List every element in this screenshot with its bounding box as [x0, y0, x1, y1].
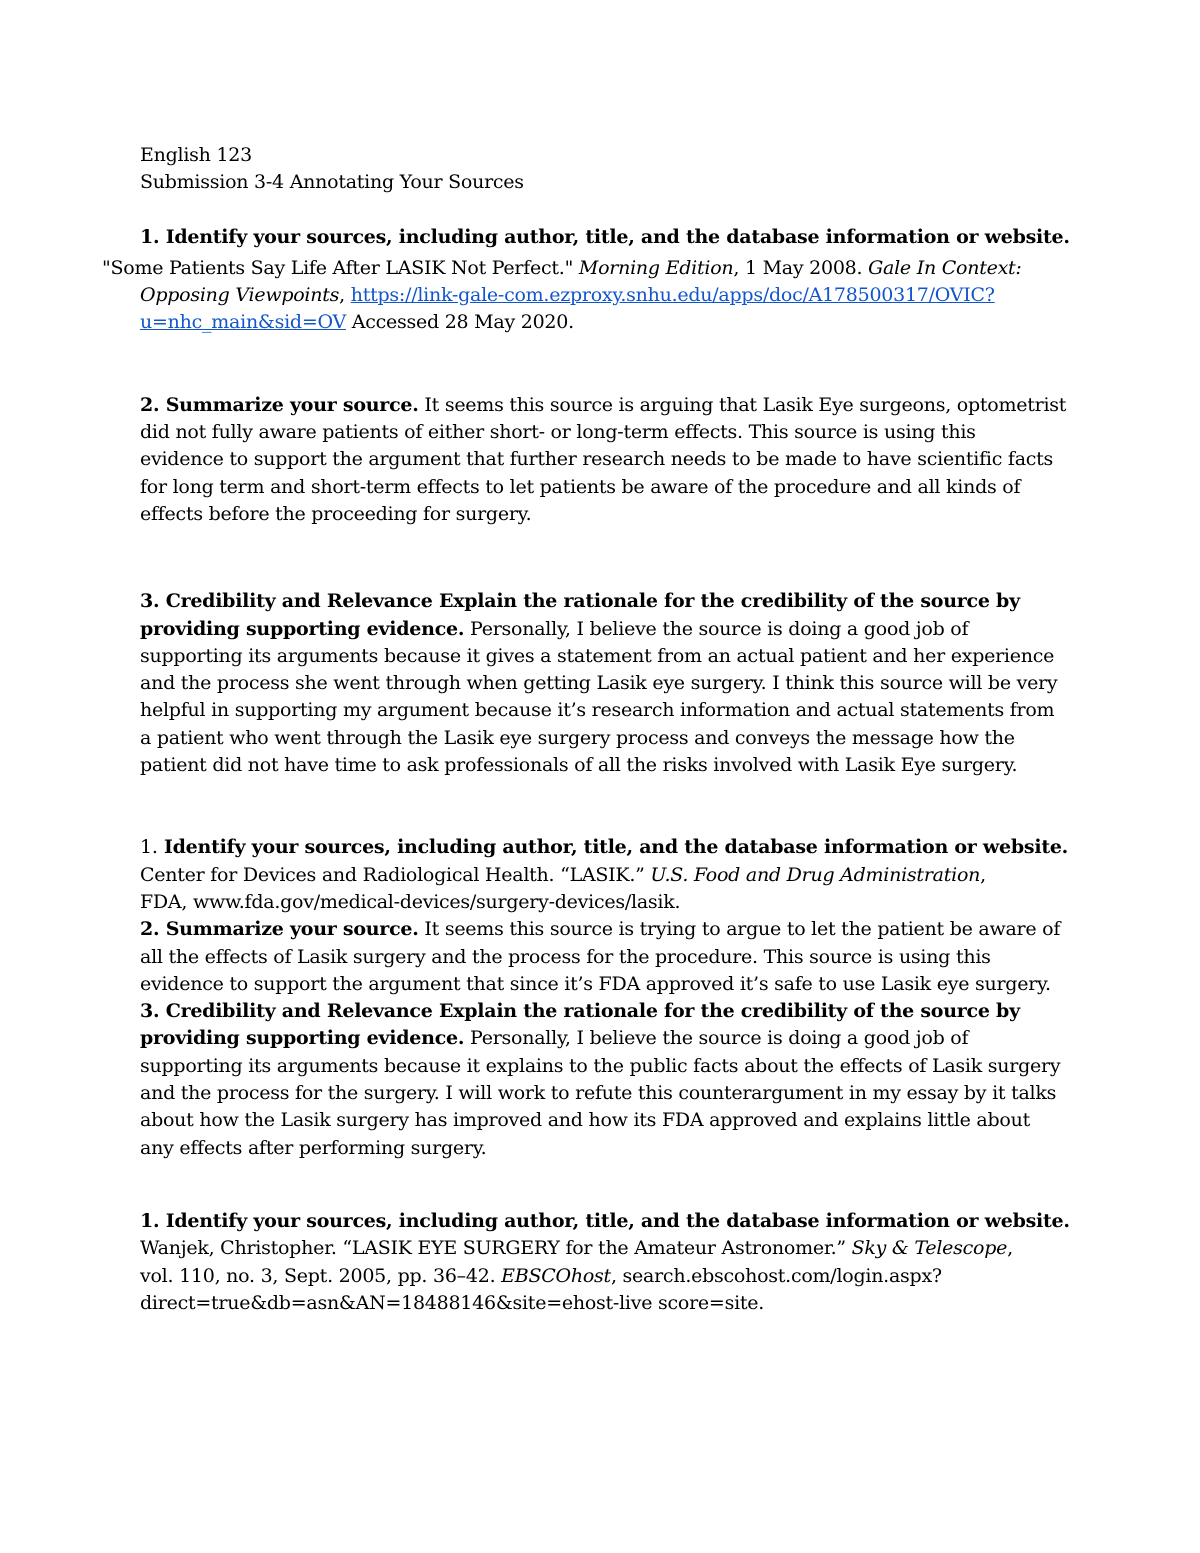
- source2-credibility-line: and the process for the surgery. I will work to refute this counterargument in my essay by it talks: [140, 1082, 1057, 1105]
- source2-credibility-heading-continued: providing supporting evidence.: [140, 1027, 465, 1050]
- source2-citation-author: Center for Devices and Radiological Health. “LASIK.”: [140, 863, 651, 886]
- source1-credibility-line: helpful in supporting my argument because it’s research information and actual statements from: [140, 699, 1055, 722]
- source2-citation: [140, 862, 1070, 889]
- source1-citation-accessed: Accessed 28 May 2020.: [351, 311, 574, 334]
- source2-summary-line: evidence to support the argument that since it’s FDA approved it’s safe to use Lasik eye surgery.: [140, 972, 1051, 995]
- source1-credibility-heading-continued: providing supporting evidence.: [140, 617, 465, 640]
- source3-citation-database: EBSCOhost: [501, 1264, 611, 1287]
- source2-credibility-line: supporting its arguments because it explains to the public facts about the effects of Lasik surgery: [140, 1054, 1061, 1077]
- source3-citation-publication: Sky & Telescope: [851, 1237, 1008, 1260]
- course-name: English 123: [140, 144, 252, 166]
- source2-section: [140, 834, 1070, 1162]
- source1-credibility-line: Personally, I believe the source is doing a good job of: [464, 617, 969, 640]
- source1-citation-date: , 1 May 2008.: [733, 256, 863, 279]
- source1-citation-publication: Morning Edition: [578, 256, 734, 279]
- source1-credibility-line: supporting its arguments because it gives a statement from an actual patient and her experience: [140, 644, 1055, 667]
- source1-summary-line: evidence to support the argument that further research needs to be made to have scientific facts: [140, 448, 1054, 471]
- source2-identify-heading: Identify your sources, including author, title, and the database information or website.: [157, 836, 1069, 859]
- source1-citation: [102, 255, 1070, 337]
- source2-citation-comma: ,: [980, 863, 986, 886]
- source1-citation-title: "Some Patients Say Life After LASIK Not Perfect.": [102, 256, 574, 279]
- assignment-title: Submission 3-4 Annotating Your Sources: [140, 171, 524, 194]
- source1-credibility-line: a patient who went through the Lasik eye surgery process and conveys the message how the: [140, 726, 1015, 749]
- source3-citation-url: , search.ebscohost.com/login.aspx?: [610, 1264, 942, 1287]
- source1-citation-database-part1: Gale In Context:: [868, 256, 1022, 279]
- source2-credibility-line: Personally, I believe the source is doing a good job of: [464, 1027, 969, 1050]
- source1-credibility: [140, 588, 1070, 779]
- source2-summary-line: all the effects of Lasik surgery and the process for the procedure. This source is using this: [140, 945, 991, 968]
- source2-summary-line: It seems this source is trying to argue to let the patient be aware of: [418, 918, 1061, 941]
- source1-citation-comma: ,: [339, 284, 345, 307]
- source1-identify-heading: 1. Identify your sources, including author, title, and the database information or website.: [140, 225, 1070, 248]
- source3-citation-volume: vol. 110, no. 3, Sept. 2005, pp. 36–42.: [140, 1264, 502, 1287]
- source1-credibility-line: patient did not have time to ask professionals of all the risks involved with Lasik Eye surgery.: [140, 754, 1018, 777]
- source3-citation-comma: ,: [1007, 1237, 1013, 1260]
- source2-credibility-heading: 3. Credibility and Relevance Explain the rationale for the credibility of the source by: [140, 1000, 1020, 1023]
- source1-summary-line: for long term and short-term effects to let patients be aware of the procedure and all kinds of: [140, 475, 1021, 498]
- source1-citation-url-link-continued[interactable]: u=nhc_main&sid=OV: [140, 311, 346, 334]
- source2-citation-url: FDA, www.fda.gov/medical-devices/surgery-devices/lasik.: [140, 890, 681, 913]
- source1-summary-line: did not fully aware patients of either short- or long-term effects. This source is using this: [140, 421, 976, 444]
- source2-credibility-line: about how the Lasik surgery has improved and how its FDA approved and explains little about: [140, 1109, 1030, 1132]
- source1-summary: [140, 392, 1070, 528]
- source1-summary-line: effects before the proceeding for surgery.: [140, 502, 532, 525]
- source3-citation: [140, 1235, 1070, 1262]
- source3-identify-heading: 1. Identify your sources, including author, title, and the database information or website.: [140, 1209, 1070, 1232]
- source1-citation-url-link[interactable]: https://link-gale-com.ezproxy.snhu.edu/apps/doc/A178500317/OVIC?: [350, 284, 995, 307]
- source3-citation-author: Wanjek, Christopher. “LASIK EYE SURGERY for the Amateur Astronomer.”: [140, 1237, 852, 1260]
- source2-citation-publication: U.S. Food and Drug Administration: [650, 863, 981, 886]
- document-page: [102, 142, 1070, 1317]
- source2-summary-heading: 2. Summarize your source.: [140, 918, 419, 941]
- source2-credibility-line: any effects after performing surgery.: [140, 1136, 487, 1159]
- source1-summary-line: It seems this source is arguing that Lasik Eye surgeons, optometrist: [418, 393, 1067, 416]
- source3-citation-url-continued: direct=true&db=asn&AN=18488146&site=ehost-live score=site.: [140, 1291, 765, 1314]
- source2-identify-number: 1.: [140, 836, 158, 859]
- source1-credibility-line: and the process she went through when getting Lasik eye surgery. I think this source will be very: [140, 672, 1058, 695]
- source1-summary-heading: 2. Summarize your source.: [140, 393, 419, 416]
- source1-citation-database-part2: Opposing Viewpoints: [140, 284, 340, 307]
- source3-section: [140, 1208, 1070, 1317]
- source1-credibility-heading: 3. Credibility and Relevance Explain the rationale for the credibility of the source by: [140, 590, 1020, 613]
